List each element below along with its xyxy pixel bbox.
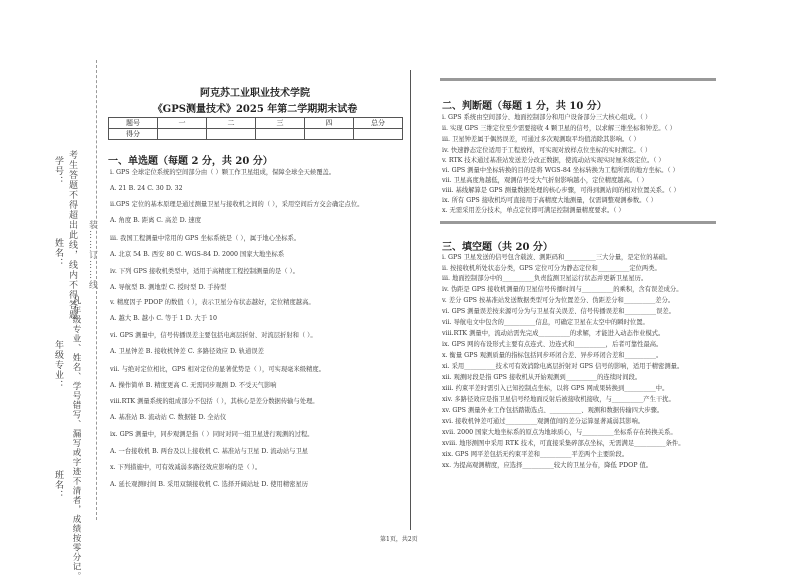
score-cell: 二 (207, 118, 256, 129)
question-line: ix. GPS 网的布设形式主要有点连式、边连式和__________，后者可靠性最高。 (442, 341, 663, 348)
section3-top-bar (440, 221, 716, 224)
question-line: viii.RTK 测量中，流动站需先完成__________的求解，才能进入动态作业模式。 (442, 330, 665, 337)
question-line: v. 差分 GPS 按基准站发送数据类型可分为位置差分、伪距差分和__________差分。 (442, 297, 675, 304)
question-line: viii.RTK 测量系统的组成部分不包括（ ），其核心是差分数据传输与处理。 (110, 398, 319, 405)
student-no-label: 学号： (53, 156, 63, 186)
score-table-header-row (109, 118, 403, 129)
question-line: ii. 实现 GPS 三维定位至少需要接收 4 颗卫星的信号，以求解三维坐标和钟差。（ ） (442, 125, 676, 132)
question-line: x. 下列措施中，可有效减弱多路径效应影响的是（ ）。 (110, 464, 262, 471)
question-line: A. 越大 B. 越小 C. 等于 1 D. 大于 10 (110, 315, 218, 322)
column-divider (410, 70, 411, 530)
question-line: viii. 基线解算是 GPS 测量数据处理的核心步骤，可得到测站间的相对位置关系。（ ） (442, 187, 680, 194)
question-line: A. 一台接收机 B. 两台及以上接收机 C. 基准站与卫星 D. 流动站与卫星 (110, 448, 309, 455)
question-line: xx. 为提高观测精度，应选择__________较大的卫星分布，降低 PDOP 值。 (442, 462, 653, 469)
question-line: iv. 伪距是 GPS 接收机测量的卫星信号传播时间与__________的乘积，含有误差成分。 (442, 286, 683, 293)
binding-rule: 凡年级专业、姓名、学号错写、漏写或字迹不清者，成绩按零分记。 (71, 296, 81, 581)
question-line: xii. 观测时段是指 GPS 接收机从开始观测到__________的连续时间段。 (442, 374, 642, 381)
question-line: A. 21 B. 24 C. 30 D. 32 (110, 185, 183, 192)
question-line: ix. GPS 测量中，同步观测是指（ ）同时对同一组卫星进行观测的过程。 (110, 431, 314, 438)
question-line: ix. 所有 GPS 接收机均可直接用于高精度大地测量，仅需调整观测参数。（ ） (442, 197, 657, 204)
question-line: xv. GPS 测量外业工作包括踏勘选点、__________、观测和数据传输四大步骤。 (442, 407, 664, 414)
score-table-score-row (109, 129, 403, 140)
score-cell: 一 (158, 118, 207, 129)
question-line: xiii. 约束平差时需引入已知控制点坐标，以将 GPS 网成果转换到__________中。 (442, 385, 669, 392)
section2-top-bar (440, 78, 716, 81)
question-line: ii.GPS 定位的基本原理是通过测量卫星与接收机之间的（ ），采用空间后方交会确定点位。 (110, 201, 364, 208)
name-label: 姓名： (53, 238, 63, 268)
question-line: vi. GPS 测量中坐标转换的目的是将 WGS-84 坐标转换为工程所需的地方坐标。（ ） (442, 167, 679, 174)
score-table (108, 117, 403, 140)
question-line: xix. GPS 网平差包括无约束平差和__________平差两个主要阶段。 (442, 451, 629, 458)
score-cell: 总分 (354, 118, 403, 129)
score-cell[interactable] (158, 129, 207, 140)
question-line: iii. 我国工程测量中常用的 GPS 坐标系统是（ ），属于地心坐标系。 (110, 235, 301, 242)
question-line: vii. 与绝对定位相比，GPS 相对定位的显著优势是（ ），可实现毫米级精度。 (110, 366, 325, 373)
score-cell: 四 (305, 118, 354, 129)
question-line: xvii. 2000 国家大地坐标系的原点为地球质心，与__________坐标系存在转换关系。 (442, 429, 677, 436)
score-cell: 三 (256, 118, 305, 129)
question-line: vi. GPS 测量误差按来源可分为与卫星有关误差、信号传播误差和__________误差。 (442, 308, 675, 315)
score-cell[interactable] (207, 129, 256, 140)
question-line: vii. 导航电文中包含的__________信息，可确定卫星在太空中的瞬时位置。 (442, 319, 649, 326)
question-line: A. 延长观测时间 B. 采用双频接收机 C. 选择开阔站址 D. 使用精密星历 (110, 481, 309, 488)
question-line: iv. 快速静态定位适用于工程放样，可实现对放样点位坐标的实时测定。（ ） (442, 147, 652, 154)
seal-line-text: 装……订……线 (87, 220, 97, 290)
score-cell[interactable] (305, 129, 354, 140)
section1-title: 一、单选题（每题 2 分，共 20 分） (108, 156, 273, 167)
binding-notice: 考生答题不得超出此线，线内不得答题 (67, 150, 77, 320)
binding-dashed-line (96, 60, 97, 520)
question-line: vii. 卫星高度角越低，观测信号受大气折射影响越小，定位精度越高。（ ） (442, 177, 648, 184)
question-line: i. GPS 系统由空间部分、地面控制部分和用户设备部分三大核心组成。（ ） (442, 114, 652, 121)
question-line: A. 北京 54 B. 西安 80 C. WGS-84 D. 2000 国家大地坐标系 (110, 251, 285, 258)
question-line: x. 无需采用差分技术，单点定位即可满足控制测量精度要求。（ ） (442, 207, 625, 214)
question-line: x. 衡量 GPS 观测质量的指标包括同步环闭合差、异步环闭合差和__________。 (442, 352, 663, 359)
school-name: 阿克苏工业职业技术学院 (200, 88, 310, 99)
question-line: A. 角度 B. 距离 C. 高差 D. 速度 (110, 217, 201, 224)
question-line: xi. 采用__________技术可有效消除电离层折射对 GPS 信号的影响，适用于精密测量。 (442, 363, 684, 370)
question-line: iii. 地面控制部分中的__________负责监测卫星运行状态并更新卫星星历。 (442, 275, 648, 282)
class-name-label: 班名： (53, 470, 63, 500)
score-cell: 题号 (109, 118, 158, 129)
question-line: iii. 卫星钟差属于偶然误差，可通过多次观测取平均值消除其影响。（ ） (442, 136, 640, 143)
grade-major-label: 年级专业： (53, 340, 63, 390)
score-cell[interactable] (354, 129, 403, 140)
question-line: iv. 下列 GPS 接收机类型中，适用于高精度工程控制测量的是（ ）。 (110, 268, 299, 275)
section2-title: 二、判断题（每题 1 分，共 10 分） (442, 101, 607, 112)
page-number: 第1页，共2页 (380, 536, 418, 543)
question-line: xiv. 多路径效应是指卫星信号经地面反射后被接收机接收，与__________产生干扰。 (442, 396, 675, 403)
question-line: xviii. 地形测图中采用 RTK 技术，可直接采集碎部点坐标，无需满足__________条件。 (442, 440, 685, 447)
exam-title: 《GPS测量技术》2025 年第二学期期末试卷 (152, 104, 358, 115)
score-cell: 得分 (109, 129, 158, 140)
question-line: v. 精度因子 PDOP 的数值（ ），表示卫星分布状态越好，定位精度越高。 (110, 299, 315, 306)
question-line: A. 操作简单 B. 精度更高 C. 无需同步观测 D. 不受天气影响 (110, 382, 277, 389)
question-line: A. 基准站 B. 流动站 C. 数据链 D. 全站仪 (110, 414, 227, 421)
question-line: i. GPS 全球定位系统的空间部分由（ ）颗工作卫星组成，保障全球全天候覆盖。 (110, 169, 336, 176)
question-line: vi. GPS 测量中，信号传播误差主要包括电离层折射、对流层折射和（ ）。 (110, 332, 317, 339)
question-line: i. GPS 卫星发送的信号包含载波、测距码和__________三大分量，是定位的基础。 (442, 254, 672, 261)
section3-title: 三、填空题（共 20 分） (442, 242, 553, 253)
score-cell[interactable] (256, 129, 305, 140)
question-line: A. 卫星钟差 B. 接收机钟差 C. 多路径效应 D. 轨道误差 (110, 348, 264, 355)
question-line: A. 导航型 B. 测地型 C. 授时型 D. 手持型 (110, 284, 227, 291)
question-line: ii. 按接收机所处状态分类，GPS 定位可分为静态定位和__________定位两类。 (442, 265, 661, 272)
question-line: xvi. 接收机钟差可通过__________观测值间的差分运算显著减弱其影响。 (442, 418, 645, 425)
binding-strip (0, 0, 100, 581)
question-line: v. RTK 技术通过基准站发送差分改正数据，使流动站实现实时厘米级定位。（ ） (442, 157, 665, 164)
